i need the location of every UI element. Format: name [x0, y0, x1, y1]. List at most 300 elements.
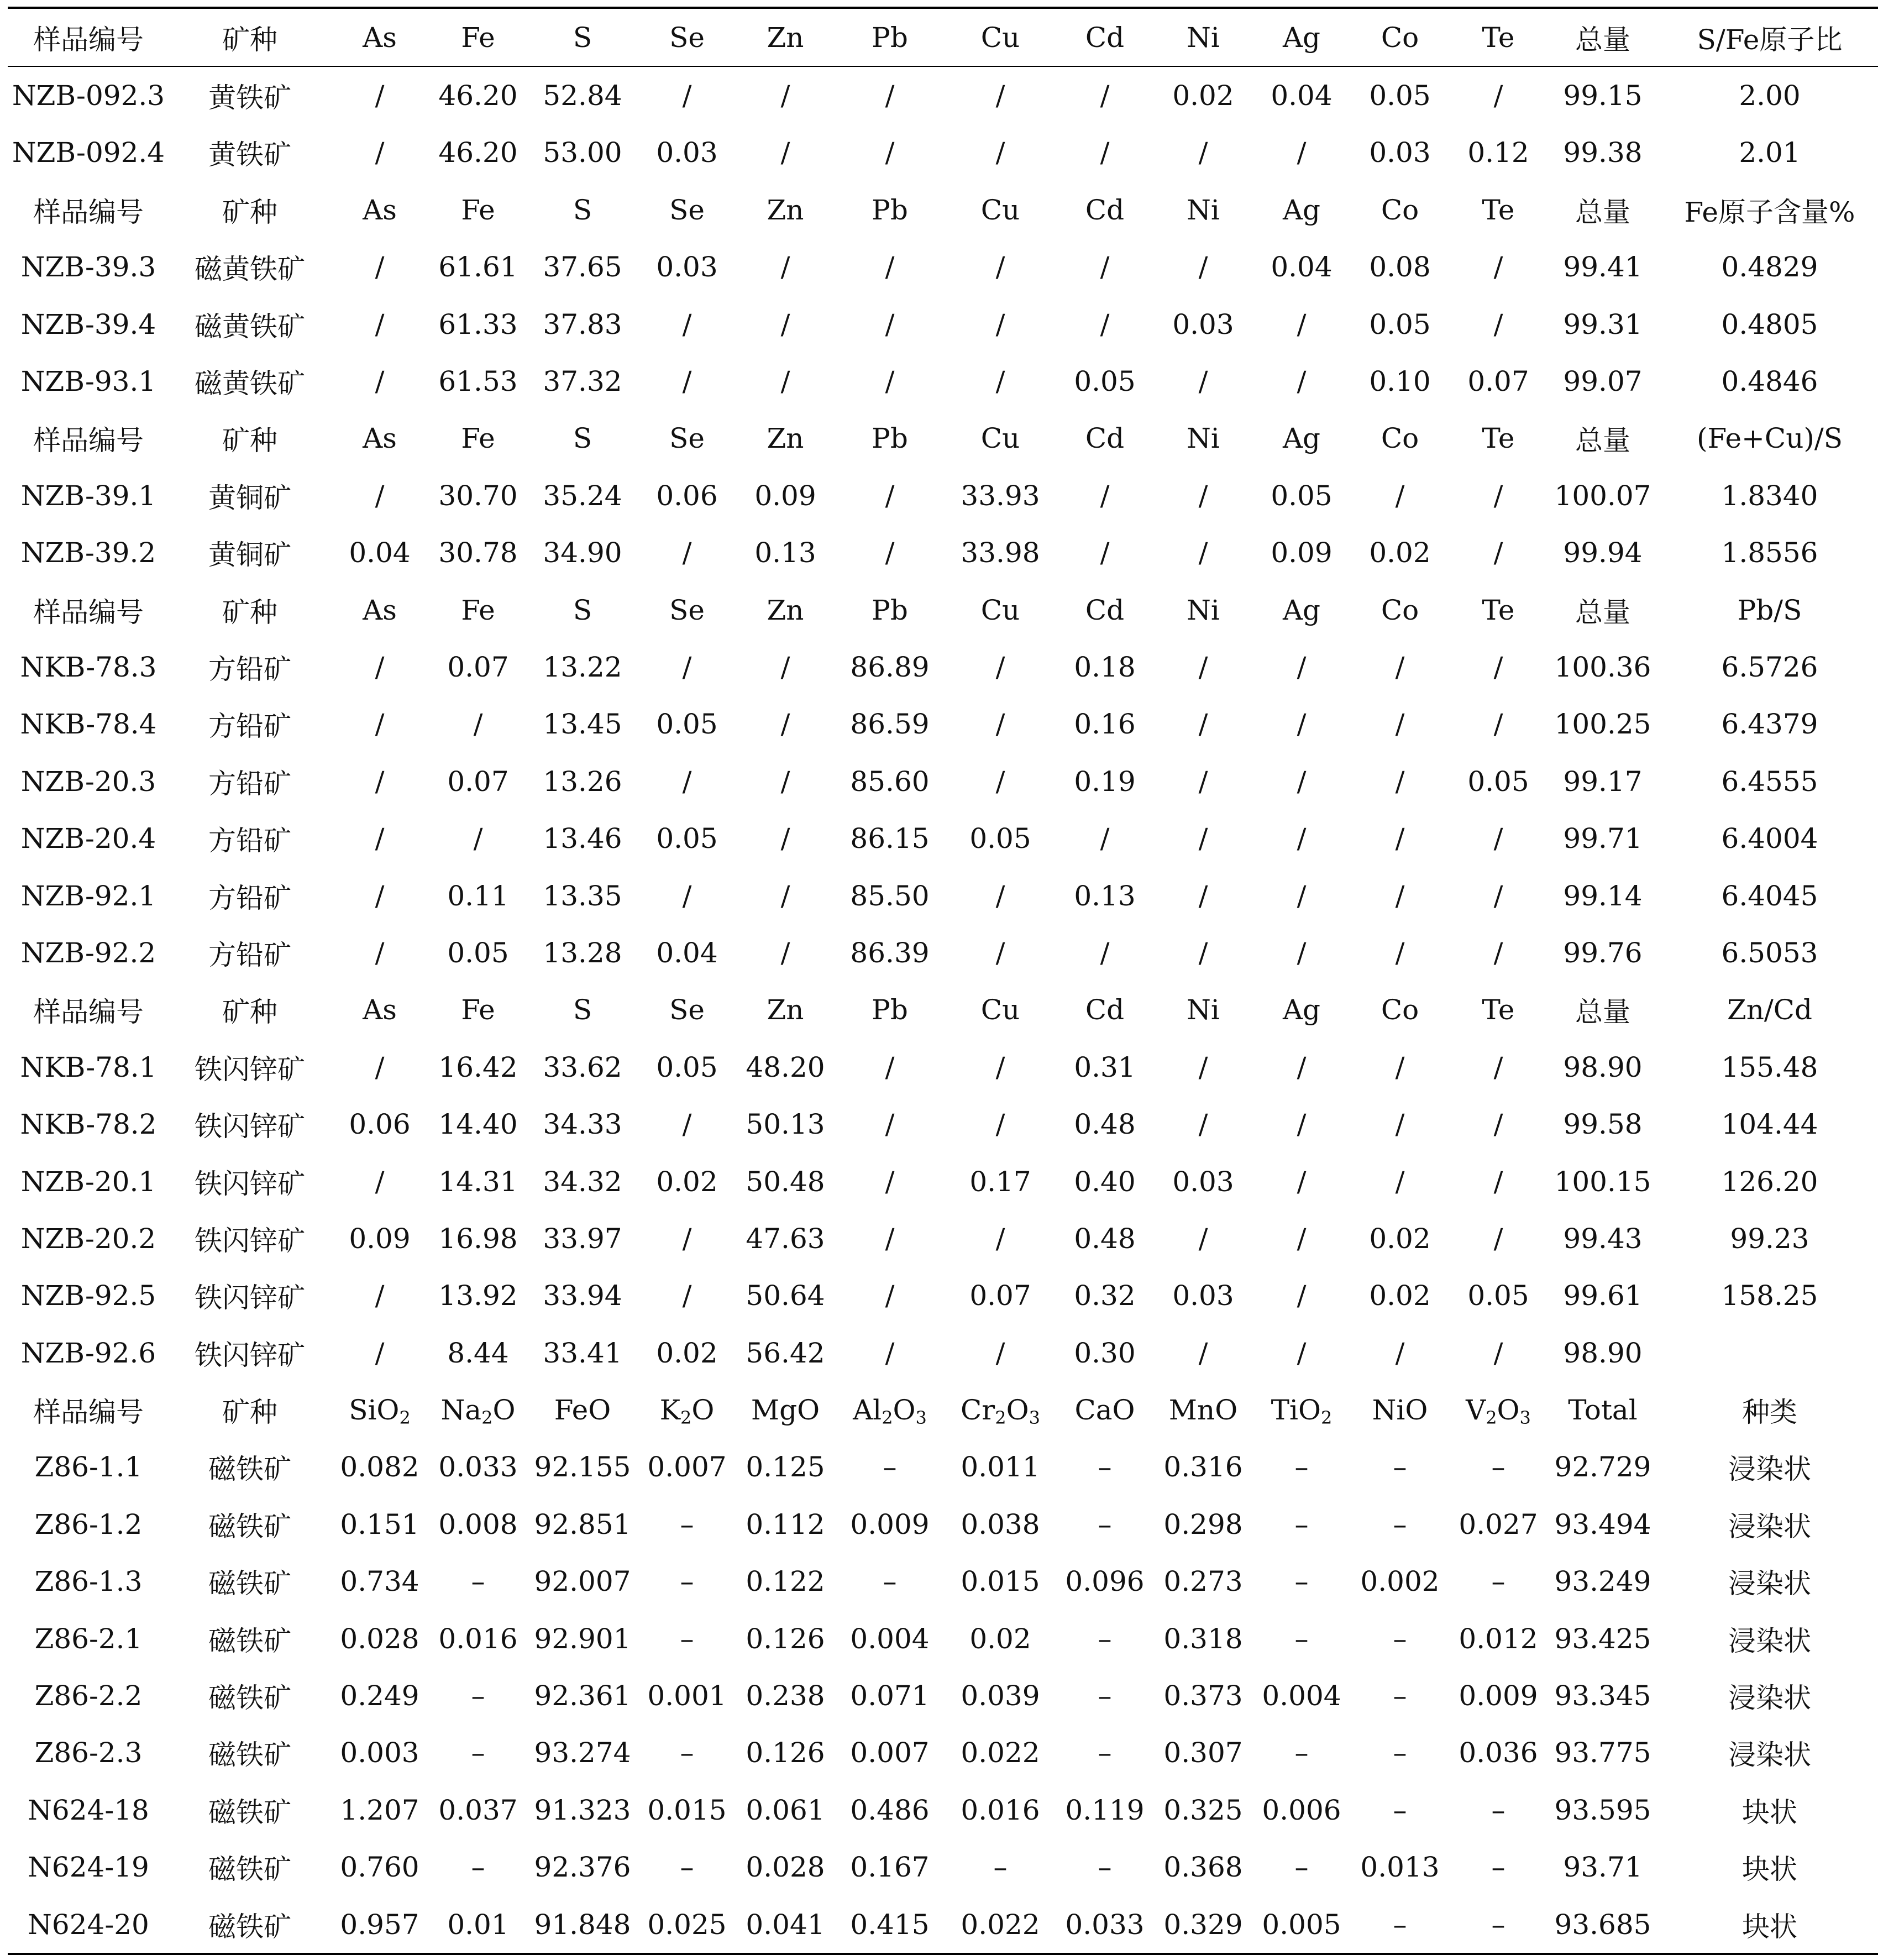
header-cell: SiO$_2$	[349, 1394, 411, 1429]
value-cell: 0.18	[1074, 651, 1136, 683]
value-cell: /	[1198, 1051, 1208, 1083]
header-cell: Cu	[945, 8, 1056, 66]
value-cell: /	[375, 1165, 385, 1198]
value-cell: /	[682, 1222, 692, 1255]
value-cell	[1658, 1324, 1878, 1381]
value-cell: 0.016	[961, 1794, 1040, 1826]
section-header-row	[8, 8, 1878, 66]
header-cell: Ag	[1252, 8, 1351, 66]
header-cell: Te	[1482, 594, 1515, 626]
value-cell: 0.325	[1163, 1794, 1243, 1826]
value-cell: /	[1493, 936, 1503, 969]
value-cell: 0.13	[1074, 879, 1136, 912]
mineral-cell: 方铅矿	[208, 653, 291, 685]
mineral-cell: 铁闪锌矿	[195, 1339, 305, 1371]
value-cell: –	[1393, 1737, 1407, 1769]
table-row	[8, 867, 1878, 924]
sample-id-cell: NZB-20.3	[20, 765, 156, 798]
value-cell: 0.273	[1163, 1565, 1243, 1598]
value-cell: 98.90	[1563, 1337, 1643, 1369]
value-cell: 0.007	[850, 1737, 930, 1769]
value-cell: 0.041	[746, 1908, 825, 1941]
value-cell: /	[1100, 479, 1110, 512]
value-cell: /	[995, 1222, 1005, 1255]
header-cell: As	[331, 8, 429, 66]
value-cell: /	[1493, 822, 1503, 855]
value-cell: /	[1493, 1337, 1503, 1369]
value-cell: /	[1100, 308, 1110, 340]
table-row	[8, 753, 1878, 810]
header-cell: Pb	[872, 193, 908, 226]
value-cell: 浸染状	[1728, 1739, 1811, 1772]
value-cell: 1.8340	[1721, 479, 1818, 512]
value-cell: 0.013	[1360, 1851, 1440, 1884]
value-cell: –	[471, 1565, 485, 1598]
value-cell: 0.19	[1074, 765, 1136, 798]
table-row	[8, 1039, 1878, 1096]
value-cell: 6.4004	[1721, 822, 1818, 855]
section-header-row	[8, 181, 1878, 238]
value-cell: 91.323	[534, 1794, 631, 1826]
value-cell: 0.307	[1163, 1737, 1243, 1769]
value-cell: 6.4379	[1721, 708, 1818, 741]
value-cell: 0.07	[969, 1280, 1031, 1312]
value-cell: 0.249	[340, 1680, 419, 1712]
value-cell: /	[995, 651, 1005, 683]
header-cell: S	[573, 193, 592, 226]
value-cell: 0.11	[447, 879, 509, 912]
value-cell: 0.17	[969, 1165, 1031, 1198]
value-cell: /	[375, 1280, 385, 1312]
value-cell: 浸染状	[1728, 1682, 1811, 1715]
header-cell: Fe原子含量%	[1684, 196, 1855, 228]
value-cell: –	[471, 1851, 485, 1884]
value-cell: 0.039	[961, 1680, 1040, 1712]
value-cell: 0.329	[1163, 1908, 1243, 1941]
value-cell: 0.05	[656, 822, 718, 855]
value-cell: 50.13	[746, 1108, 825, 1141]
header-cell: Pb	[872, 422, 908, 455]
value-cell: /	[1395, 1108, 1405, 1141]
value-cell: /	[780, 765, 790, 798]
value-cell: /	[995, 137, 1005, 169]
value-cell: 13.45	[543, 708, 622, 741]
value-cell: 0.003	[340, 1737, 419, 1769]
value-cell: 13.28	[543, 936, 622, 969]
table-row	[8, 1153, 1878, 1210]
header-cell: $Al_2O_3$	[853, 1394, 927, 1429]
value-cell: 93.71	[1563, 1851, 1643, 1884]
mineral-cell: 磁铁矿	[208, 1853, 291, 1886]
value-cell: /	[1395, 479, 1405, 512]
value-cell: 0.05	[1271, 479, 1333, 512]
value-cell: 99.15	[1563, 80, 1643, 112]
value-cell: –	[1098, 1508, 1112, 1540]
value-cell: /	[682, 537, 692, 569]
value-cell: /	[375, 137, 385, 169]
value-cell: –	[1098, 1851, 1112, 1884]
value-cell: 2.01	[1739, 137, 1801, 169]
header-cell: 总量	[1575, 196, 1630, 228]
value-cell: /	[1395, 822, 1405, 855]
section-header-row	[8, 581, 1878, 638]
value-cell: –	[1491, 1565, 1505, 1598]
value-cell: /	[885, 1337, 895, 1369]
header-cell: 样品编号	[33, 596, 144, 628]
value-cell: /	[885, 308, 895, 340]
header-cell: Fe	[461, 594, 495, 626]
value-cell: 50.48	[746, 1165, 825, 1198]
value-cell: /	[375, 822, 385, 855]
header-cell: 总量	[1575, 425, 1630, 457]
value-cell: 99.58	[1563, 1108, 1643, 1141]
value-cell: 158.25	[1721, 1280, 1818, 1312]
value-cell: 104.44	[1721, 1108, 1818, 1141]
value-cell: /	[1493, 1108, 1503, 1141]
value-cell: 46.20	[438, 137, 518, 169]
header-cell: Cu	[980, 594, 1020, 626]
value-cell: –	[1393, 1908, 1407, 1941]
value-cell: /	[375, 936, 385, 969]
header-cell: Se	[669, 422, 705, 455]
value-cell: 6.5726	[1721, 651, 1818, 683]
value-cell: /	[473, 822, 483, 855]
value-cell: 0.02	[1369, 1280, 1431, 1312]
value-cell: –	[1491, 1451, 1505, 1484]
value-cell: 13.35	[543, 879, 622, 912]
value-cell: 0.48	[1074, 1222, 1136, 1255]
header-cell: 矿种	[222, 425, 277, 457]
header-cell: Co	[1351, 8, 1449, 66]
value-cell: 0.07	[447, 651, 509, 683]
value-cell: 0.734	[340, 1565, 419, 1598]
value-cell: 浸染状	[1728, 1453, 1811, 1486]
value-cell: 34.32	[543, 1165, 622, 1198]
value-cell: 0.112	[746, 1508, 825, 1540]
value-cell: 8.44	[447, 1337, 509, 1369]
value-cell: /	[780, 80, 790, 112]
value-cell: /	[1297, 365, 1307, 398]
header-cell: Ag	[1282, 422, 1321, 455]
sample-id-cell: NZB-93.1	[20, 365, 156, 398]
value-cell: /	[780, 879, 790, 912]
value-cell: /	[1297, 879, 1307, 912]
table-row	[8, 353, 1878, 410]
value-cell: –	[1393, 1794, 1407, 1826]
header-cell: Ag	[1282, 594, 1321, 626]
header-cell: Zn/Cd	[1727, 994, 1813, 1026]
value-cell: /	[1198, 479, 1208, 512]
header-cell: 样品编号	[33, 196, 144, 228]
header-cell: 总量	[1547, 8, 1658, 66]
value-cell: 0.48	[1074, 1108, 1136, 1141]
sample-id-cell: NZB-092.3	[12, 80, 165, 112]
header-cell: Cu	[980, 193, 1020, 226]
value-cell: 85.50	[850, 879, 930, 912]
value-cell: –	[1098, 1680, 1112, 1712]
value-cell: 13.92	[438, 1280, 518, 1312]
value-cell: 0.015	[961, 1565, 1040, 1598]
header-cell: Co	[1381, 994, 1419, 1026]
value-cell: 0.02	[969, 1622, 1031, 1655]
value-cell: 99.17	[1563, 765, 1643, 798]
header-cell: Pb	[872, 994, 908, 1026]
value-cell: 0.04	[1271, 80, 1333, 112]
mineral-cell: 方铅矿	[208, 939, 291, 971]
value-cell: 92.376	[534, 1851, 631, 1884]
value-cell: /	[1198, 651, 1208, 683]
value-cell: 0.02	[1369, 1222, 1431, 1255]
table-row	[8, 1667, 1878, 1724]
sample-id-cell: NZB-20.4	[20, 822, 156, 855]
value-cell: 0.071	[850, 1680, 930, 1712]
mineral-composition-table	[8, 7, 1878, 1955]
value-cell: –	[471, 1737, 485, 1769]
value-cell: 0.760	[340, 1851, 419, 1884]
header-cell: 总量	[1575, 596, 1630, 628]
value-cell: 0.08	[1369, 251, 1431, 284]
value-cell: 0.373	[1163, 1680, 1243, 1712]
header-cell: Ag	[1282, 193, 1321, 226]
value-cell: 0.298	[1163, 1508, 1243, 1540]
table-row	[8, 1725, 1878, 1781]
header-cell: 总量	[1575, 996, 1630, 1029]
value-cell: 50.64	[746, 1280, 825, 1312]
header-cell: Se	[669, 994, 705, 1026]
value-cell: –	[1491, 1908, 1505, 1941]
table-row	[8, 1496, 1878, 1553]
value-cell: /	[1198, 879, 1208, 912]
value-cell: 52.84	[543, 80, 622, 112]
header-cell: As	[363, 594, 397, 626]
header-cell: Fe	[429, 8, 527, 66]
value-cell: /	[1297, 1280, 1307, 1312]
value-cell: –	[1098, 1451, 1112, 1484]
mineral-cell: 黄铁矿	[208, 139, 291, 171]
value-cell: /	[1198, 251, 1208, 284]
value-cell: /	[1297, 651, 1307, 683]
value-cell: –	[1294, 1851, 1309, 1884]
header-cell: Cd	[1085, 422, 1125, 455]
value-cell: 0.4829	[1721, 251, 1818, 284]
value-cell: /	[995, 1108, 1005, 1141]
value-cell: 86.59	[850, 708, 930, 741]
value-cell: 0.006	[1262, 1794, 1341, 1826]
value-cell: 0.125	[746, 1451, 825, 1484]
header-cell: S/Fe原子比	[1658, 8, 1878, 66]
value-cell: –	[1393, 1451, 1407, 1484]
value-cell: /	[1100, 936, 1110, 969]
value-cell: 100.36	[1554, 651, 1651, 683]
header-cell: Pb/S	[1737, 594, 1802, 626]
value-cell: 0.07	[447, 765, 509, 798]
value-cell: 浸染状	[1728, 1624, 1811, 1657]
sample-id-cell: N624-19	[28, 1851, 149, 1884]
value-cell: 99.23	[1730, 1222, 1809, 1255]
value-cell: /	[375, 1337, 385, 1369]
value-cell: 1.207	[340, 1794, 419, 1826]
sample-id-cell: NZB-92.1	[20, 879, 156, 912]
value-cell: 0.04	[1271, 251, 1333, 284]
value-cell: 16.42	[438, 1051, 518, 1083]
value-cell: –	[1294, 1737, 1309, 1769]
header-cell: $Cr_2O_3$	[961, 1394, 1040, 1429]
value-cell: 0.028	[340, 1622, 419, 1655]
sample-id-cell: NKB-78.2	[20, 1108, 157, 1141]
header-cell: CaO	[1074, 1394, 1135, 1427]
table-row	[8, 1096, 1878, 1152]
value-cell: 33.93	[961, 479, 1040, 512]
header-cell: Fe	[461, 422, 495, 455]
header-cell: S	[527, 8, 638, 66]
mineral-cell: 磁铁矿	[208, 1910, 291, 1943]
value-cell: /	[1395, 651, 1405, 683]
value-cell: /	[885, 1222, 895, 1255]
table-row	[8, 1610, 1878, 1667]
value-cell: 0.126	[746, 1622, 825, 1655]
value-cell: /	[473, 708, 483, 741]
value-cell: 0.03	[1172, 1165, 1234, 1198]
header-cell: $V_2O_3$	[1466, 1394, 1531, 1429]
value-cell: 块状	[1742, 1796, 1797, 1828]
value-cell: –	[680, 1851, 694, 1884]
value-cell: 34.33	[543, 1108, 622, 1141]
value-cell: 100.15	[1554, 1165, 1651, 1198]
header-cell: Se	[669, 594, 705, 626]
value-cell: 6.5053	[1721, 936, 1818, 969]
value-cell: /	[1493, 537, 1503, 569]
header-cell: S	[573, 594, 592, 626]
value-cell: 0.486	[850, 1794, 930, 1826]
value-cell: /	[995, 879, 1005, 912]
value-cell: –	[680, 1508, 694, 1540]
value-cell: 0.022	[961, 1737, 1040, 1769]
mineral-cell: 磁铁矿	[208, 1568, 291, 1600]
value-cell: 0.07	[1467, 365, 1529, 398]
header-cell: Pb	[872, 594, 908, 626]
value-cell: /	[1493, 651, 1503, 683]
value-cell: /	[885, 80, 895, 112]
sample-id-cell: Z86-2.2	[34, 1680, 143, 1712]
value-cell: 0.025	[647, 1908, 727, 1941]
value-cell: 0.03	[1172, 1280, 1234, 1312]
value-cell: /	[1198, 1222, 1208, 1255]
value-cell: 0.10	[1369, 365, 1431, 398]
value-cell: 0.004	[850, 1622, 930, 1655]
value-cell: 0.06	[656, 479, 718, 512]
value-cell: 0.082	[340, 1451, 419, 1484]
table-row	[8, 1839, 1878, 1896]
header-cell: Co	[1381, 594, 1419, 626]
mineral-cell: 磁黄铁矿	[195, 310, 305, 343]
value-cell: /	[885, 537, 895, 569]
header-cell: As	[363, 193, 397, 226]
header-cell: Zn	[767, 594, 804, 626]
value-cell: /	[375, 308, 385, 340]
value-cell: 0.009	[1459, 1680, 1538, 1712]
header-cell: S	[573, 994, 592, 1026]
table-row	[8, 1267, 1878, 1324]
value-cell: 0.151	[340, 1508, 419, 1540]
header-cell: Ni	[1154, 8, 1252, 66]
header-cell: Zn	[767, 193, 804, 226]
header-cell: Te	[1482, 193, 1515, 226]
value-cell: 99.94	[1563, 537, 1643, 569]
header-cell: 矿种	[222, 596, 277, 628]
value-cell: –	[1098, 1737, 1112, 1769]
value-cell: 13.46	[543, 822, 622, 855]
value-cell: 0.03	[656, 137, 718, 169]
sample-id-cell: N624-20	[28, 1908, 149, 1941]
table-row	[8, 1781, 1878, 1838]
value-cell: /	[780, 251, 790, 284]
value-cell: /	[885, 365, 895, 398]
table-row	[8, 1439, 1878, 1496]
header-cell: Se	[669, 193, 705, 226]
value-cell: /	[1395, 879, 1405, 912]
value-cell: –	[1491, 1794, 1505, 1826]
value-cell: 100.25	[1554, 708, 1651, 741]
sample-id-cell: Z86-1.3	[34, 1565, 143, 1598]
value-cell: /	[682, 365, 692, 398]
value-cell: 99.38	[1563, 137, 1643, 169]
value-cell: 0.02	[656, 1165, 718, 1198]
value-cell: 0.061	[746, 1794, 825, 1826]
value-cell: 6.4045	[1721, 879, 1818, 912]
value-cell: /	[375, 1051, 385, 1083]
value-cell: 0.022	[961, 1908, 1040, 1941]
value-cell: 0.368	[1163, 1851, 1243, 1884]
value-cell: /	[682, 879, 692, 912]
value-cell: 1.8556	[1721, 537, 1818, 569]
sample-id-cell: NKB-78.1	[20, 1051, 157, 1083]
sample-id-cell: NZB-092.4	[12, 137, 165, 169]
table-row	[8, 525, 1878, 581]
value-cell: –	[471, 1680, 485, 1712]
header-cell: Cd	[1085, 594, 1125, 626]
header-cell: (Fe+Cu)/S	[1696, 422, 1843, 455]
value-cell: /	[1395, 936, 1405, 969]
value-cell: 0.03	[656, 251, 718, 284]
value-cell: 0.05	[1074, 365, 1136, 398]
sample-id-cell: Z86-2.3	[34, 1737, 143, 1769]
value-cell: 61.53	[438, 365, 518, 398]
value-cell: /	[682, 80, 692, 112]
header-cell: Zn	[767, 422, 804, 455]
header-cell: Cd	[1085, 193, 1125, 226]
value-cell: /	[1493, 80, 1503, 112]
value-cell: 37.65	[543, 251, 622, 284]
header-cell: Ni	[1187, 193, 1220, 226]
value-cell: /	[1100, 537, 1110, 569]
value-cell: 0.119	[1065, 1794, 1145, 1826]
value-cell: /	[1493, 308, 1503, 340]
value-cell: 93.595	[1554, 1794, 1651, 1826]
value-cell: –	[1294, 1508, 1309, 1540]
value-cell: 30.78	[438, 537, 518, 569]
value-cell: 56.42	[746, 1337, 825, 1369]
value-cell: /	[1198, 822, 1208, 855]
value-cell: /	[885, 1165, 895, 1198]
sample-id-cell: NZB-92.2	[20, 936, 156, 969]
header-cell: FeO	[554, 1394, 611, 1427]
value-cell: 85.60	[850, 765, 930, 798]
header-cell: 矿种	[222, 996, 277, 1029]
header-cell: Cu	[980, 994, 1020, 1026]
value-cell: 6.4555	[1721, 765, 1818, 798]
value-cell: 0.001	[647, 1680, 727, 1712]
value-cell: 92.155	[534, 1451, 631, 1484]
